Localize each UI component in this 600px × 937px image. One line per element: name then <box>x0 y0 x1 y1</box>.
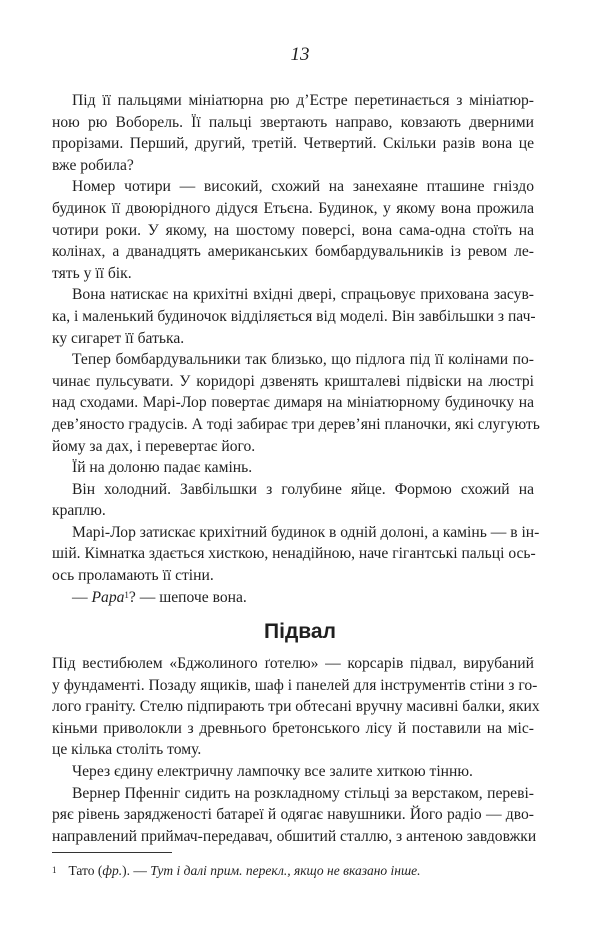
footnote-note: Тут і далі прим. перекл., якщо не вказано інше. <box>150 863 421 878</box>
text-line: лого граніту. Стелю підпирають три обтесані вручну масивні балки, яких <box>52 698 540 716</box>
footnote-abbreviation: фр. <box>102 863 123 878</box>
dialogue-line <box>52 587 534 609</box>
text-line: Через єдину електричну лампочку все залите хиткою тінню. <box>72 762 473 780</box>
text-line: чотири роки. У якому, на шостому поверсі, вона сама-одна стоїть на <box>52 221 534 239</box>
section-text <box>52 653 540 847</box>
text-line: у фундаменті. Позаду ящиків, шаф і панелей для інструментів стіни з го- <box>52 676 538 694</box>
text-line: Їй на долоню падає камінь. <box>72 459 253 477</box>
text-line: ка, і маленький будиночок відділяється від моделі. Він завбільшки з пач- <box>52 307 536 325</box>
text-line: будинок її двоюрідного дідуся Етьєна. Будинок, у якому вона прожила <box>52 199 534 217</box>
footnote-text-start: Тато ( <box>68 863 103 878</box>
text-line: колінах, а дванадцять американських бомбардувальників із ревом ле- <box>52 243 534 261</box>
text-line: це кілька століть тому. <box>52 741 202 759</box>
section-heading: Підвал <box>264 620 336 643</box>
footnote-text-after: ). — <box>122 863 151 878</box>
dialogue-word: Papa <box>91 588 125 606</box>
dialogue-rest: ? — шепоче вона. <box>128 588 247 606</box>
chapter-text <box>52 90 540 608</box>
footnote-reference[interactable]: 1 <box>124 589 129 600</box>
text-line: над сходами. Марі-Лор повертає димаря на мініатюрному будиночку на <box>52 394 534 412</box>
text-line: кіньми приволокли з древнього бретонського лісу й поставили на міс- <box>52 719 534 737</box>
text-line: Вернер Пфенніг сидить на розкладному стільці за верстаком, переві- <box>72 784 534 802</box>
text-line: направлений приймач-передавач, обшитий сталлю, з антеною завдовжки <box>52 827 537 845</box>
text-line: Вона натискає на крихітні вхідні двері, спрацьовує прихована засув- <box>72 286 534 304</box>
text-line: ною рю Воборель. Її пальці звертають направо, ковзають дверними <box>52 113 534 131</box>
text-line: ку сигарет її батька. <box>52 329 185 347</box>
text-line: краплю. <box>52 502 106 520</box>
text-line: Під вестибюлем «Бджолиного ґотелю» — корсарів підвал, вирубаний <box>52 655 534 672</box>
text-line: Тепер бомбардувальники так близько, що підлога під її колінами по- <box>72 351 534 369</box>
text-line: ось проламають її стіни. <box>52 567 214 585</box>
footnote <box>52 862 534 880</box>
dialogue-dash: — <box>72 588 92 606</box>
text-line: Він холодний. Завбільшки з голубине яйце. Формою схожий на <box>72 480 534 498</box>
text-line: дев’яносто градусів. А тоді забирає три дерев’яні планочки, які слугують <box>52 415 540 433</box>
page-number: 13 <box>290 44 310 65</box>
text-line: ряє рівень зарядженості батареї й одягає навушники. Його радіо — дво- <box>52 806 534 824</box>
text-line: Номер чотири — високий, схожий на занехаяне пташине гніздо <box>72 178 534 196</box>
text-line: прорізами. Перший, другий, третій. Четвертий. Скільки разів вона це <box>52 135 534 153</box>
text-line: Під її пальцями мініатюрна рю д’Естре перетинається з мініатюр- <box>72 92 534 109</box>
text-line: тять у її бік. <box>52 264 132 282</box>
footnote-marker: 1 <box>52 865 57 875</box>
text-line: чинає пульсувати. У коридорі дзвенять кришталеві підвіски на люстрі <box>52 372 534 390</box>
text-line: вже робила? <box>52 156 134 174</box>
text-line: шій. Кімнатка здається хисткою, ненадійною, наче гігантські пальці ось- <box>52 545 536 563</box>
footnote-separator <box>52 852 172 853</box>
text-line: Марі-Лор затискає крихітний будинок в одній долоні, а камінь — в ін- <box>72 523 540 541</box>
text-line: йому за дах, і перевертає його. <box>52 437 256 455</box>
